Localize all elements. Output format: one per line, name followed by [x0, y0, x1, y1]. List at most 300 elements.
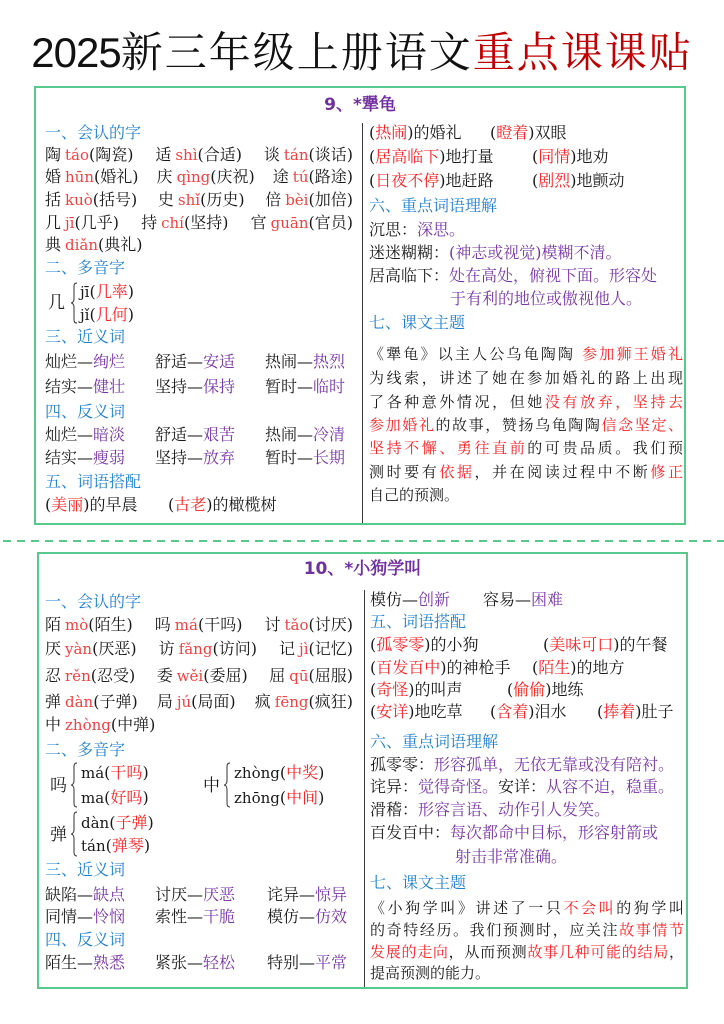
section-heading-collocations: 五、词语搭配	[370, 612, 467, 631]
word: 灿烂—	[45, 425, 94, 444]
word: 暂时—	[265, 377, 314, 396]
theme-line	[370, 919, 684, 941]
collocation	[370, 701, 463, 723]
example-word: (厌恶)	[92, 639, 137, 658]
phrase-rest: )的午餐	[613, 635, 668, 654]
fill-word: 捧着	[603, 702, 636, 721]
lesson-title: 9、*犟龟	[324, 95, 396, 115]
collocation	[490, 122, 567, 144]
synonym-pair	[267, 906, 347, 928]
pinyin: qū	[289, 667, 309, 685]
pinyin: jú	[176, 693, 192, 711]
pinyin: hūn	[65, 168, 94, 186]
polyphone-reading	[81, 835, 150, 857]
collocation	[370, 634, 479, 656]
antonym-row	[45, 952, 355, 974]
example-word: (几乎)	[74, 213, 119, 232]
term: 迷迷糊糊：	[369, 243, 450, 262]
word: 舒适—	[155, 352, 204, 371]
fill-word: 居高临下	[375, 147, 440, 166]
word: 热闹—	[265, 352, 314, 371]
word: 模仿—	[267, 907, 316, 926]
antonym-pair	[265, 424, 345, 446]
phrase-rest: )地打量	[439, 147, 494, 166]
definition-line	[370, 754, 674, 776]
paren: (	[105, 836, 112, 855]
definition-line	[369, 242, 622, 264]
section-heading-synonyms: 三、近义词	[45, 860, 126, 879]
section-heading-theme: 七、课文主题	[370, 873, 467, 892]
paren: )	[127, 305, 134, 324]
synonym-pair	[265, 351, 345, 373]
synonym: 安适	[203, 352, 236, 371]
fill-word: 偷偷	[513, 680, 546, 699]
text: 的奇特经历。我们预测时，应关注	[370, 921, 620, 939]
phrase-rest: )地吃草	[408, 702, 463, 721]
definition: 觉得奇怪。	[418, 777, 499, 796]
paren: (	[543, 635, 550, 654]
fill-word: 含着	[496, 702, 529, 721]
example-word: (路途)	[308, 167, 353, 186]
page-title	[0, 27, 724, 80]
theme-line	[369, 484, 683, 506]
example-word: 中间	[286, 788, 319, 807]
synonym: 厌恶	[203, 885, 236, 904]
antonym: 瘦弱	[93, 448, 126, 467]
collocation-row	[370, 701, 680, 723]
collocation-row	[369, 146, 679, 168]
phrase-rest: )地赶路	[439, 171, 494, 190]
curly-brace-icon	[70, 811, 78, 857]
char-entry	[155, 614, 243, 636]
text: 了各种意外情况，但她	[369, 393, 545, 411]
text: 的狗学叫	[616, 899, 684, 917]
word: 结实—	[45, 448, 94, 467]
theme-line	[370, 897, 684, 919]
char-entry	[45, 212, 119, 234]
char-entry	[155, 144, 242, 166]
pinyin: fǎng	[178, 640, 213, 658]
pinyin: dàn	[65, 693, 94, 711]
polyphone-reading	[234, 762, 324, 784]
antonym: 艰苦	[203, 425, 236, 444]
paren: (	[532, 171, 539, 190]
character: 持	[141, 213, 158, 232]
fill-word: 奇怪	[376, 680, 409, 699]
theme-line	[369, 391, 683, 413]
antonym: 困难	[531, 590, 564, 609]
theme-line	[370, 962, 684, 984]
example-word: (中弹)	[110, 715, 156, 734]
char-row	[45, 166, 353, 188]
collocation	[597, 701, 674, 723]
section-heading-characters: 一、会认的字	[45, 592, 142, 611]
collocation-row	[369, 122, 679, 144]
example-word: (括号)	[92, 190, 138, 209]
character: 访	[158, 639, 175, 658]
example-word: 中奖	[286, 763, 319, 782]
polyphone-reading	[234, 787, 324, 809]
paren: (	[490, 123, 497, 142]
collocation-row	[45, 494, 355, 516]
word: 特别—	[267, 953, 316, 972]
theme-line	[369, 461, 683, 483]
fill-word: 同情	[538, 147, 571, 166]
highlight: 依据	[439, 463, 475, 481]
phrase-rest: )地颤动	[570, 171, 625, 190]
word: 结实—	[45, 377, 94, 396]
char-entry	[279, 638, 353, 660]
antonym-pair	[155, 952, 235, 974]
antonym-row	[45, 424, 355, 446]
theme-line	[370, 941, 684, 963]
synonym-row	[45, 906, 355, 928]
collocation-row	[370, 634, 680, 656]
char-entry	[264, 614, 353, 636]
antonym-pair	[45, 952, 125, 974]
fill-word: 陌生	[538, 658, 571, 677]
synonym: 临时	[313, 377, 346, 396]
char-entry	[45, 144, 134, 166]
character: 厌	[45, 639, 62, 658]
synonym-pair	[267, 884, 347, 906]
pinyin: zhòng	[234, 764, 280, 782]
pinyin: jī	[65, 214, 75, 232]
fill-word: 美丽	[51, 495, 84, 514]
character: 陌	[45, 615, 62, 634]
antonym-pair	[265, 447, 345, 469]
paren: )	[318, 763, 325, 782]
definition: 形容孤单，无依无靠或没有陪衬。	[434, 755, 675, 774]
paren: )	[142, 763, 149, 782]
char-entry	[157, 691, 236, 713]
paren: (	[369, 123, 376, 142]
example-word: 子弹	[115, 813, 148, 832]
pinyin: yàn	[65, 640, 93, 658]
paren: (	[104, 788, 111, 807]
word: 热闹—	[265, 425, 314, 444]
curly-brace-icon	[223, 762, 231, 808]
text: ，并在阅读过程中不断	[474, 463, 651, 481]
fill-word: 剧烈	[538, 171, 571, 190]
highlight: 不会叫	[563, 899, 617, 917]
section-heading-key-words: 六、重点词语理解	[369, 196, 498, 215]
paren: (	[279, 788, 287, 807]
pinyin: tú	[292, 168, 309, 186]
word: 模仿—	[370, 590, 419, 609]
antonym-pair	[267, 952, 347, 974]
antonym: 长期	[313, 448, 346, 467]
char-entry	[45, 235, 143, 254]
example-word: (讨厌)	[308, 615, 353, 634]
character: 委	[156, 666, 173, 685]
word: 舒适—	[155, 425, 204, 444]
paren: )	[142, 788, 149, 807]
example-word: (疯狂)	[308, 692, 353, 711]
pinyin: kuò	[65, 191, 93, 209]
curly-brace-icon	[70, 282, 78, 324]
term: 沉思：	[369, 220, 418, 239]
phrase-rest: )肚子	[635, 702, 674, 721]
example-word: (干吗)	[197, 615, 243, 634]
char-entry	[159, 638, 257, 660]
synonym: 健壮	[93, 377, 126, 396]
pinyin: zhòng	[65, 716, 111, 734]
section-heading-characters: 一、会认的字	[45, 123, 142, 142]
character: 几	[45, 213, 62, 232]
highlight: 修正	[650, 463, 683, 481]
polyphone-reading	[80, 304, 134, 326]
synonym: 仿效	[315, 907, 348, 926]
antonym-pair	[370, 589, 450, 611]
collocation	[369, 170, 494, 192]
definition-line	[370, 822, 658, 844]
example-word: (历史)	[200, 190, 245, 209]
definition: 形容言语、动作引人发笑。	[418, 800, 611, 819]
term: 居高临下：	[369, 266, 450, 285]
column-divider	[364, 590, 365, 987]
dashed-separator	[3, 540, 724, 542]
pinyin: diǎn	[65, 236, 99, 254]
paren: (	[168, 495, 175, 514]
character: 婚	[45, 167, 62, 186]
synonym-pair	[155, 906, 235, 928]
collocation-row	[370, 657, 680, 679]
paren: (	[532, 147, 539, 166]
example-word: 干吗	[110, 763, 143, 782]
pinyin: má	[81, 764, 105, 782]
collocation-row	[370, 679, 680, 701]
pinyin: chí	[161, 214, 184, 232]
example-word: (子弹)	[93, 692, 138, 711]
term: 诧异：	[370, 777, 419, 796]
title-year: 2025	[31, 29, 121, 76]
synonym-pair	[45, 351, 125, 373]
example-word: (坚持)	[183, 213, 229, 232]
pinyin: mò	[65, 616, 89, 634]
char-entry	[264, 144, 353, 166]
pinyin: bèi	[285, 191, 309, 209]
phrase-rest: )双眼	[528, 123, 567, 142]
synonym: 惊异	[315, 885, 348, 904]
highlight: 故事情节	[619, 921, 684, 939]
collocation	[370, 679, 463, 701]
char-row	[45, 234, 143, 256]
section-heading-theme: 七、课文主题	[369, 313, 466, 332]
theme-line	[369, 367, 683, 389]
example-word: (忍受)	[90, 666, 136, 685]
character: 屈	[269, 666, 286, 685]
paren: (	[597, 702, 604, 721]
example-word: (谈话)	[308, 145, 353, 164]
highlight: 参加狮王婚礼	[582, 345, 683, 363]
section-heading-antonyms: 四、反义词	[45, 402, 126, 421]
character: 途	[272, 167, 289, 186]
synonym: 怜悯	[93, 907, 126, 926]
character: 官	[250, 213, 267, 232]
text: ，从而预测	[448, 943, 528, 961]
example-word: (局面)	[191, 692, 236, 711]
synonym-pair	[45, 884, 125, 906]
polyphone-reading	[81, 762, 149, 784]
antonym-pair	[155, 447, 235, 469]
phrase-rest: )地劝	[570, 147, 609, 166]
paren: (	[45, 495, 52, 514]
phrase-rest: )的叫声	[408, 680, 463, 699]
word: 坚持—	[155, 377, 204, 396]
polyphone-character: 几	[48, 293, 65, 313]
word: 暂时—	[265, 448, 314, 467]
definition-line	[369, 265, 657, 287]
paren: (	[104, 763, 111, 782]
definition-line	[370, 776, 674, 798]
highlight: 没有放弃，坚持去	[544, 393, 683, 411]
collocation	[370, 657, 511, 679]
character: 中	[45, 715, 62, 734]
text: 《小狗学叫》讲述了一只	[370, 899, 564, 917]
pinyin: jī	[80, 283, 90, 301]
title-accent: 重点课课贴	[472, 31, 693, 77]
paren: (	[370, 702, 377, 721]
example-word: (合适)	[197, 145, 243, 164]
lesson-card-9	[34, 86, 686, 525]
char-entry	[158, 189, 245, 211]
character: 疯	[254, 692, 271, 711]
antonym-row	[370, 589, 680, 611]
text: 提高预测的能力。	[370, 964, 491, 982]
example-word: (庆祝)	[210, 167, 255, 186]
section-heading-polyphones: 二、多音字	[45, 740, 126, 759]
word: 缺陷—	[45, 885, 94, 904]
antonym-row	[45, 447, 355, 469]
example-word: (委屈)	[203, 666, 248, 685]
char-row	[45, 714, 155, 736]
highlight: 参加婚礼	[369, 416, 436, 434]
antonym: 熟悉	[93, 953, 126, 972]
pinyin: rěn	[65, 667, 91, 685]
section-heading-synonyms: 三、近义词	[45, 327, 126, 346]
pinyin: fēng	[274, 693, 309, 711]
definition-line	[369, 219, 465, 241]
text: ，	[668, 943, 684, 961]
char-entry	[45, 715, 155, 734]
collocation	[490, 701, 567, 723]
pinyin: tán	[81, 837, 106, 855]
pinyin: dàn	[81, 814, 110, 832]
character: 括	[45, 190, 62, 209]
synonym: 缺点	[93, 885, 126, 904]
example-word: (陶瓷)	[89, 145, 134, 164]
lesson-title: 10、*小狗学叫	[303, 559, 422, 579]
example-word: (记忆)	[308, 639, 353, 658]
paren: )	[147, 813, 154, 832]
pinyin: qìng	[176, 168, 211, 186]
fill-word: 古老	[174, 495, 207, 514]
antonym-pair	[45, 424, 125, 446]
theme-line	[369, 437, 683, 459]
antonym-pair	[45, 447, 125, 469]
polyphone-character: 吗	[50, 776, 67, 796]
char-row	[45, 144, 353, 166]
synonym-pair	[45, 376, 125, 398]
section-heading-key-words: 六、重点词语理解	[370, 732, 499, 751]
char-row	[45, 691, 353, 713]
term: 百发百中：	[370, 823, 451, 842]
text: 的故事，赞扬乌龟陶陶	[435, 416, 602, 434]
fill-word: 美味可口	[549, 635, 614, 654]
pinyin: tán	[283, 146, 309, 164]
character: 倍	[265, 190, 282, 209]
antonym: 创新	[418, 590, 451, 609]
pinyin: wěi	[176, 667, 204, 685]
paren: (	[369, 147, 376, 166]
collocation-row	[369, 170, 679, 192]
phrase-rest: )的早晨	[83, 495, 138, 514]
word: 陌生—	[45, 953, 94, 972]
text: 测时要有	[369, 463, 440, 481]
definition: (神志或视觉)模糊不清。	[449, 243, 622, 262]
character: 史	[157, 190, 174, 209]
fill-word: 热闹	[375, 123, 408, 142]
antonym: 暗淡	[93, 425, 126, 444]
pinyin: jǐ	[80, 306, 90, 324]
collocation	[532, 146, 609, 168]
antonym: 平常	[315, 953, 348, 972]
char-row	[45, 189, 353, 211]
theme-line	[369, 414, 683, 436]
collocation	[532, 170, 625, 192]
section-heading-polyphones: 二、多音字	[45, 258, 126, 277]
char-row	[45, 638, 353, 660]
highlight: 故事几种可能的结局	[527, 943, 669, 961]
synonym: 绚烂	[93, 352, 126, 371]
column-divider	[362, 123, 363, 523]
synonym-row	[45, 376, 355, 398]
char-row	[45, 614, 353, 636]
char-entry	[45, 638, 137, 660]
synonym: 保持	[203, 377, 236, 396]
title-main: 新三年级上册语文	[120, 31, 473, 77]
collocation	[507, 679, 584, 701]
character: 谈	[263, 145, 280, 164]
definition-continuation: 于有利的地位或傲视他人。	[450, 289, 643, 308]
char-entry	[45, 665, 135, 687]
word: 紧张—	[155, 953, 204, 972]
character: 记	[279, 639, 296, 658]
example-word: 几率	[95, 282, 128, 301]
highlight: 坚持不懈、勇往直前	[369, 439, 528, 457]
antonym: 冷清	[313, 425, 346, 444]
paren: (	[507, 680, 514, 699]
definition: 从容不迫，稳重。	[546, 777, 675, 796]
word: 索性—	[155, 907, 204, 926]
char-entry	[251, 212, 353, 234]
fill-word: 百发百中	[376, 658, 441, 677]
phrase-rest: )的婚礼	[407, 123, 462, 142]
char-entry	[273, 166, 353, 188]
curly-brace-icon	[70, 762, 78, 808]
phrase-rest: )地练	[545, 680, 584, 699]
character: 弹	[45, 692, 62, 711]
pinyin: táo	[65, 146, 90, 164]
example-word: (婚礼)	[94, 167, 139, 186]
fill-word: 孤零零	[376, 635, 425, 654]
synonym-pair	[155, 351, 235, 373]
polyphone-reading	[80, 281, 134, 303]
synonym: 热烈	[313, 352, 346, 371]
word: 坚持—	[155, 448, 204, 467]
antonym-pair	[483, 589, 563, 611]
